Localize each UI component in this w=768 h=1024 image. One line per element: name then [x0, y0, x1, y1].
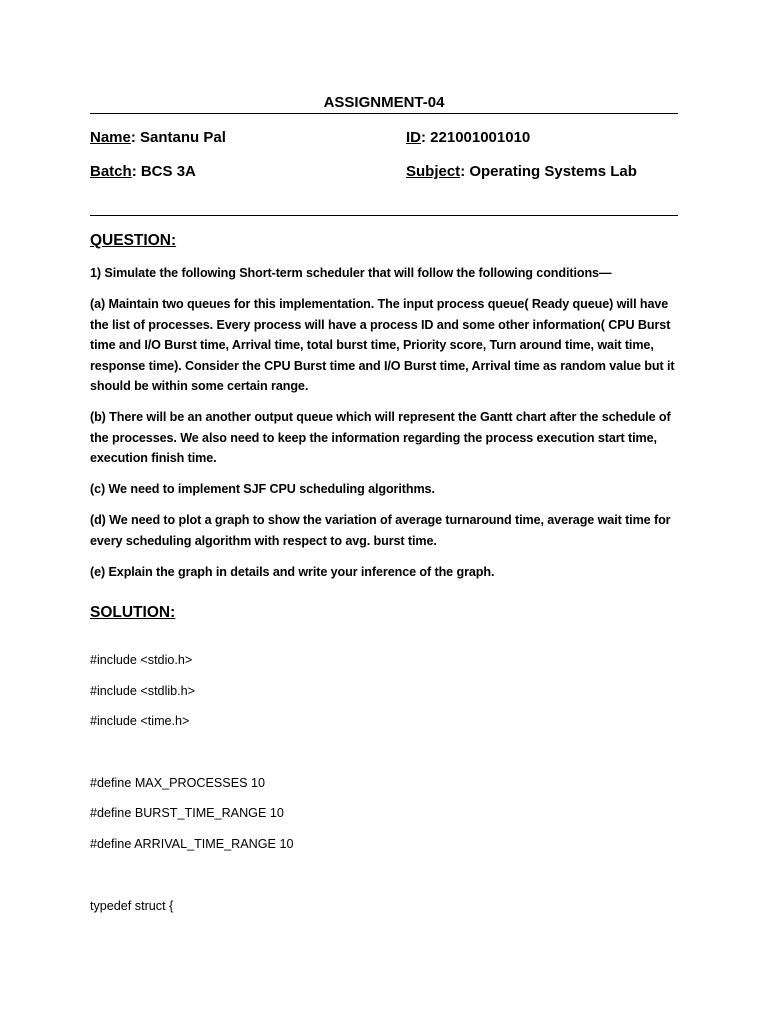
- question-heading: QUESTION:: [90, 232, 177, 249]
- assignment-title: ASSIGNMENT-04: [323, 94, 445, 111]
- name-label: Name: [90, 129, 131, 146]
- header-divider: [90, 215, 678, 216]
- subject-value: : Operating Systems Lab: [460, 163, 637, 180]
- student-name-field: [90, 129, 226, 146]
- id-value: : 221001001010: [421, 129, 531, 146]
- student-id-field: [406, 129, 530, 146]
- code-line: #include <stdio.h>: [90, 653, 193, 667]
- batch-value: : BCS 3A: [131, 163, 196, 180]
- question-item: 1) Simulate the following Short-term scheduler that will follow the following conditions—: [90, 266, 612, 280]
- code-line: #include <time.h>: [90, 714, 190, 729]
- code-line: #include <stdlib.h>: [90, 683, 196, 698]
- question-item: (d) We need to plot a graph to show the variation of average turnaround time, average wait time for every scheduling algorithm with respect to avg. burst time.: [90, 513, 671, 548]
- question-item: (b) There will be an another output queue which will represent the Gantt chart after the schedule of the processes. We also need to keep the information regarding the process execution start time, execution finish time.: [90, 410, 671, 465]
- question-list: [90, 263, 676, 593]
- name-value: : Santanu Pal: [130, 129, 226, 146]
- question-item: (c) We need to implement SJF CPU scheduling algorithms.: [90, 482, 435, 496]
- title-divider: [90, 113, 678, 114]
- subject-label: Subject: [406, 163, 461, 180]
- subject-field: [406, 163, 637, 180]
- code-line: [90, 743, 676, 774]
- id-label: ID: [406, 129, 421, 146]
- code-line: #define ARRIVAL_TIME_RANGE 10: [90, 837, 294, 852]
- batch-field: [90, 163, 196, 180]
- code-listing: [90, 651, 676, 927]
- code-line: #define MAX_PROCESSES 10: [90, 775, 266, 790]
- solution-heading: SOLUTION:: [90, 604, 176, 621]
- code-line: #define BURST_TIME_RANGE 10: [90, 806, 284, 821]
- question-item: (e) Explain the graph in details and write your inference of the graph.: [90, 564, 495, 579]
- question-item: (a) Maintain two queues for this implementation. The input process queue( Ready queue) will have the list of processes. Every process will have a process ID and some other information( CPU Burst time and I/O Burst time, Arrival time, total burst time, Priority score, Turn around time, wait time, response time). Consider the CPU Burst time and I/O Burst time, Arrival time as random value but it should be within some certain range.: [90, 297, 675, 393]
- batch-label: Batch: [90, 163, 132, 180]
- code-line: typedef struct {: [90, 898, 174, 913]
- code-line: [90, 866, 676, 897]
